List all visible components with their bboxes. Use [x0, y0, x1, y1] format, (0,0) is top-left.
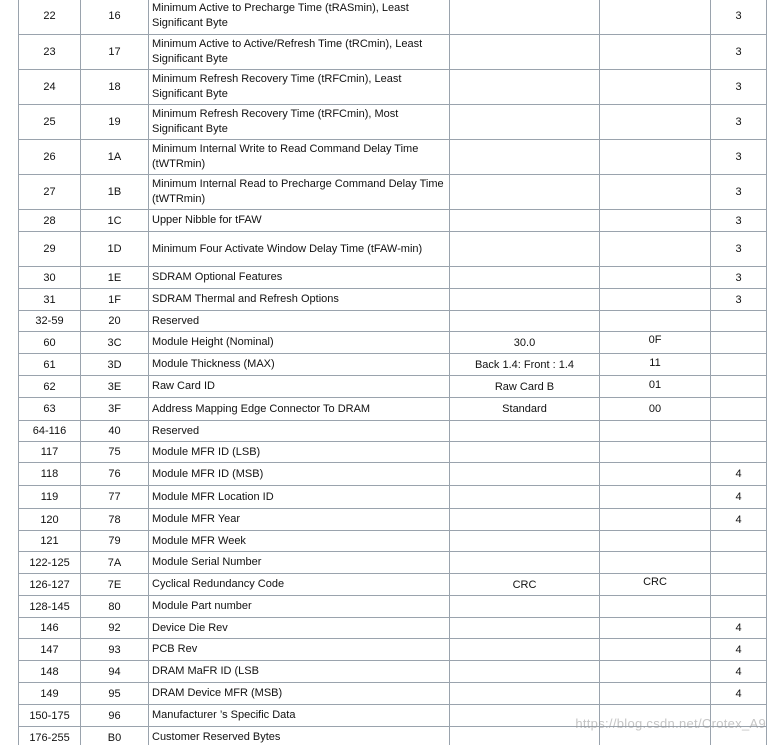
byte-number-cell: 60: [19, 332, 81, 354]
function-value-cell: [450, 463, 600, 486]
function-description-cell: Minimum Four Activate Window Delay Time (tFAW-min): [149, 232, 450, 267]
table-row: [19, 618, 767, 639]
function-value-cell: [450, 267, 600, 289]
hex-value-cell: [600, 421, 711, 442]
table-row: [19, 289, 767, 311]
table-row: [19, 683, 767, 705]
table-row: [19, 232, 767, 267]
function-description-cell: Upper Nibble for tFAW: [149, 210, 450, 232]
table-row: [19, 486, 767, 509]
function-value-cell: [450, 175, 600, 210]
function-description-cell: Minimum Refresh Recovery Time (tRFCmin), Most Significant Byte: [149, 105, 450, 140]
byte-number-cell: 29: [19, 232, 81, 267]
byte-number-cell: 31: [19, 289, 81, 311]
byte-hex-cell: 1B: [81, 175, 149, 210]
table-row: [19, 267, 767, 289]
function-value-cell: [450, 311, 600, 332]
hex-value-cell: [600, 175, 711, 210]
function-description-cell: Module MFR ID (MSB): [149, 463, 450, 486]
function-value-cell: [450, 70, 600, 105]
byte-hex-cell: 3E: [81, 376, 149, 398]
byte-hex-cell: 19: [81, 105, 149, 140]
function-description-cell: SDRAM Thermal and Refresh Options: [149, 289, 450, 311]
table-row: [19, 661, 767, 683]
note-cell: [711, 376, 767, 398]
note-cell: 3: [711, 105, 767, 140]
note-cell: [711, 574, 767, 596]
function-description-cell: Module MFR Year: [149, 509, 450, 531]
function-description-cell: Cyclical Redundancy Code: [149, 574, 450, 596]
byte-number-cell: 148: [19, 661, 81, 683]
byte-number-cell: 122-125: [19, 552, 81, 574]
byte-number-cell: 146: [19, 618, 81, 639]
function-value-cell: [450, 639, 600, 661]
hex-value-cell: [600, 140, 711, 175]
byte-hex-cell: 1C: [81, 210, 149, 232]
hex-value-cell: [600, 70, 711, 105]
hex-value-cell: [600, 289, 711, 311]
function-value-cell: [450, 509, 600, 531]
byte-hex-cell: 75: [81, 442, 149, 463]
function-value-cell: [450, 35, 600, 70]
note-cell: [711, 705, 767, 727]
hex-value-cell: CRC: [600, 571, 711, 593]
function-value-cell: [450, 232, 600, 267]
function-value-cell: 30.0: [450, 332, 600, 354]
byte-hex-cell: 77: [81, 486, 149, 509]
table-row: [19, 398, 767, 421]
hex-value-cell: [600, 509, 711, 531]
byte-hex-cell: 95: [81, 683, 149, 705]
table-row: [19, 140, 767, 175]
table-row: [19, 727, 767, 745]
function-description-cell: Minimum Refresh Recovery Time (tRFCmin), Least Significant Byte: [149, 70, 450, 105]
note-cell: 3: [711, 35, 767, 70]
byte-hex-cell: 80: [81, 596, 149, 618]
byte-hex-cell: 78: [81, 509, 149, 531]
table-row: [19, 639, 767, 661]
byte-hex-cell: 17: [81, 35, 149, 70]
table-row: [19, 705, 767, 727]
hex-value-cell: [600, 442, 711, 463]
byte-number-cell: 128-145: [19, 596, 81, 618]
byte-hex-cell: 40: [81, 421, 149, 442]
table-row: [19, 354, 767, 376]
note-cell: [711, 421, 767, 442]
table-row: [19, 105, 767, 140]
table-row: [19, 376, 767, 398]
spd-table: [18, 0, 767, 745]
byte-number-cell: 22: [19, 0, 81, 35]
note-cell: 4: [711, 639, 767, 661]
note-cell: [711, 332, 767, 354]
function-description-cell: Module Height (Nominal): [149, 332, 450, 354]
byte-hex-cell: 1A: [81, 140, 149, 175]
function-value-cell: [450, 210, 600, 232]
byte-hex-cell: 1F: [81, 289, 149, 311]
table-row: [19, 175, 767, 210]
note-cell: [711, 398, 767, 421]
note-cell: 3: [711, 267, 767, 289]
byte-number-cell: 26: [19, 140, 81, 175]
function-description-cell: Module MFR ID (LSB): [149, 442, 450, 463]
function-value-cell: [450, 289, 600, 311]
function-description-cell: Raw Card ID: [149, 376, 450, 398]
function-description-cell: Module MFR Location ID: [149, 486, 450, 509]
byte-number-cell: 30: [19, 267, 81, 289]
function-description-cell: Customer Reserved Bytes: [149, 727, 450, 745]
function-value-cell: Raw Card B: [450, 376, 600, 398]
byte-hex-cell: 1D: [81, 232, 149, 267]
hex-value-cell: 01: [600, 374, 711, 396]
hex-value-cell: [600, 683, 711, 705]
hex-value-cell: [600, 639, 711, 661]
table-row: [19, 509, 767, 531]
byte-number-cell: 24: [19, 70, 81, 105]
function-description-cell: DRAM Device MFR (MSB): [149, 683, 450, 705]
function-value-cell: [450, 727, 600, 745]
note-cell: [711, 442, 767, 463]
byte-hex-cell: 92: [81, 618, 149, 639]
table-row: [19, 421, 767, 442]
function-description-cell: PCB Rev: [149, 639, 450, 661]
function-value-cell: CRC: [450, 574, 600, 596]
byte-number-cell: 28: [19, 210, 81, 232]
note-cell: 3: [711, 210, 767, 232]
byte-hex-cell: 3C: [81, 332, 149, 354]
function-description-cell: Minimum Internal Write to Read Command Delay Time (tWTRmin): [149, 140, 450, 175]
function-value-cell: Standard: [450, 398, 600, 421]
table-row: [19, 210, 767, 232]
note-cell: [711, 354, 767, 376]
function-description-cell: Minimum Internal Read to Precharge Command Delay Time (tWTRmin): [149, 175, 450, 210]
byte-number-cell: 23: [19, 35, 81, 70]
function-value-cell: [450, 683, 600, 705]
byte-number-cell: 63: [19, 398, 81, 421]
table-row: [19, 531, 767, 552]
table-row: [19, 442, 767, 463]
table-row: [19, 35, 767, 70]
function-value-cell: [450, 596, 600, 618]
hex-value-cell: [600, 105, 711, 140]
byte-hex-cell: 20: [81, 311, 149, 332]
note-cell: [711, 531, 767, 552]
hex-value-cell: [600, 705, 711, 727]
byte-number-cell: 147: [19, 639, 81, 661]
byte-number-cell: 176-255: [19, 727, 81, 745]
hex-value-cell: [600, 727, 711, 745]
function-description-cell: Reserved: [149, 311, 450, 332]
function-value-cell: [450, 442, 600, 463]
function-description-cell: Reserved: [149, 421, 450, 442]
note-cell: [711, 311, 767, 332]
byte-hex-cell: 18: [81, 70, 149, 105]
table-row: [19, 0, 767, 35]
byte-number-cell: 150-175: [19, 705, 81, 727]
function-value-cell: [450, 552, 600, 574]
note-cell: 3: [711, 0, 767, 35]
byte-number-cell: 64-116: [19, 421, 81, 442]
hex-value-cell: [600, 267, 711, 289]
function-description-cell: Module Thickness (MAX): [149, 354, 450, 376]
function-value-cell: [450, 486, 600, 509]
hex-value-cell: [600, 661, 711, 683]
byte-hex-cell: 7E: [81, 574, 149, 596]
hex-value-cell: [600, 531, 711, 552]
function-description-cell: Module MFR Week: [149, 531, 450, 552]
note-cell: 4: [711, 683, 767, 705]
byte-number-cell: 61: [19, 354, 81, 376]
byte-hex-cell: B0: [81, 727, 149, 745]
function-value-cell: [450, 140, 600, 175]
byte-number-cell: 117: [19, 442, 81, 463]
note-cell: 3: [711, 140, 767, 175]
function-description-cell: DRAM MaFR ID (LSB: [149, 661, 450, 683]
hex-value-cell: [600, 618, 711, 639]
byte-hex-cell: 3D: [81, 354, 149, 376]
table-row: [19, 596, 767, 618]
note-cell: 4: [711, 618, 767, 639]
function-description-cell: Module Part number: [149, 596, 450, 618]
note-cell: 4: [711, 486, 767, 509]
hex-value-cell: 00: [600, 398, 711, 421]
function-value-cell: [450, 618, 600, 639]
byte-hex-cell: 96: [81, 705, 149, 727]
table-row: [19, 332, 767, 354]
function-value-cell: Back 1.4: Front : 1.4: [450, 354, 600, 376]
byte-number-cell: 126-127: [19, 574, 81, 596]
hex-value-cell: [600, 463, 711, 486]
byte-hex-cell: 76: [81, 463, 149, 486]
function-value-cell: [450, 105, 600, 140]
hex-value-cell: [600, 232, 711, 267]
byte-number-cell: 27: [19, 175, 81, 210]
byte-number-cell: 120: [19, 509, 81, 531]
hex-value-cell: [600, 210, 711, 232]
function-value-cell: [450, 661, 600, 683]
note-cell: 4: [711, 463, 767, 486]
function-value-cell: [450, 0, 600, 35]
byte-number-cell: 25: [19, 105, 81, 140]
table-row: [19, 463, 767, 486]
note-cell: [711, 596, 767, 618]
note-cell: [711, 552, 767, 574]
byte-hex-cell: 16: [81, 0, 149, 35]
hex-value-cell: [600, 35, 711, 70]
byte-hex-cell: 94: [81, 661, 149, 683]
byte-hex-cell: 3F: [81, 398, 149, 421]
hex-value-cell: [600, 0, 711, 35]
table-row: [19, 70, 767, 105]
watermark: https://blog.csdn.net/Crotex_A9: [575, 716, 766, 731]
hex-value-cell: 11: [600, 352, 711, 374]
byte-hex-cell: 79: [81, 531, 149, 552]
function-description-cell: SDRAM Optional Features: [149, 267, 450, 289]
note-cell: 4: [711, 661, 767, 683]
function-value-cell: [450, 705, 600, 727]
byte-number-cell: 119: [19, 486, 81, 509]
byte-hex-cell: 93: [81, 639, 149, 661]
function-description-cell: Address Mapping Edge Connector To DRAM: [149, 398, 450, 421]
hex-value-cell: [600, 486, 711, 509]
note-cell: 3: [711, 70, 767, 105]
function-value-cell: [450, 421, 600, 442]
table-row: [19, 574, 767, 596]
note-cell: 3: [711, 232, 767, 267]
spd-table-body: [19, 0, 767, 745]
byte-number-cell: 121: [19, 531, 81, 552]
hex-value-cell: [600, 596, 711, 618]
function-description-cell: Device Die Rev: [149, 618, 450, 639]
byte-hex-cell: 1E: [81, 267, 149, 289]
note-cell: [711, 727, 767, 745]
function-description-cell: Manufacturer ’s Specific Data: [149, 705, 450, 727]
byte-number-cell: 62: [19, 376, 81, 398]
byte-number-cell: 149: [19, 683, 81, 705]
note-cell: 3: [711, 289, 767, 311]
byte-number-cell: 32-59: [19, 311, 81, 332]
note-cell: 4: [711, 509, 767, 531]
byte-number-cell: 118: [19, 463, 81, 486]
function-value-cell: [450, 531, 600, 552]
function-description-cell: Module Serial Number: [149, 552, 450, 574]
byte-hex-cell: 7A: [81, 552, 149, 574]
hex-value-cell: 0F: [600, 329, 711, 351]
note-cell: 3: [711, 175, 767, 210]
function-description-cell: Minimum Active to Active/Refresh Time (tRCmin), Least Significant Byte: [149, 35, 450, 70]
function-description-cell: Minimum Active to Precharge Time (tRASmin), Least Significant Byte: [149, 0, 450, 35]
